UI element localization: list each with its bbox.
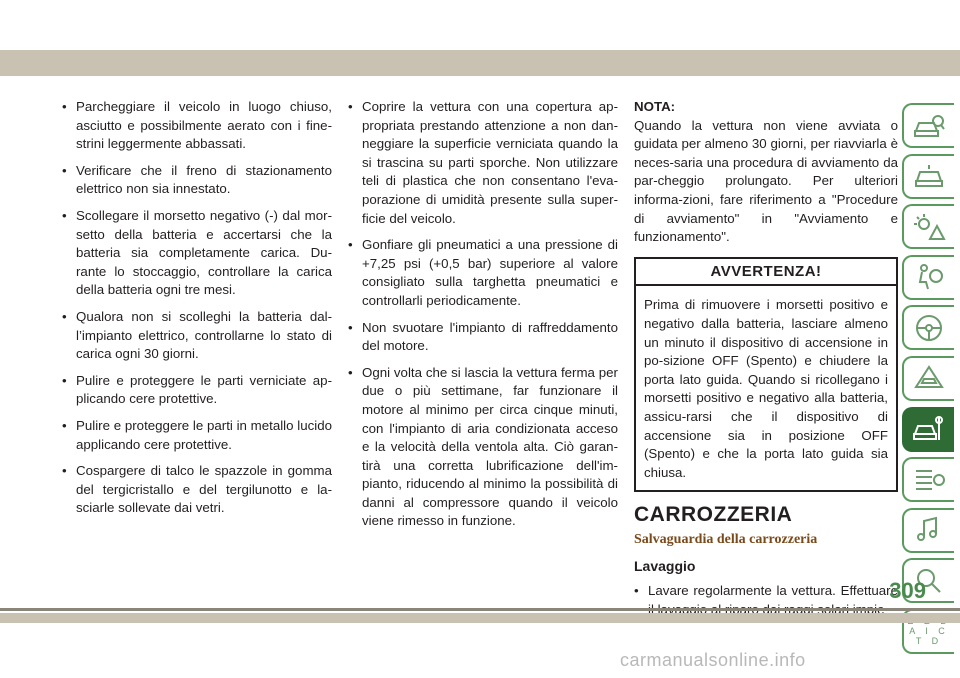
tab-dashboard-warning[interactable] xyxy=(902,204,954,249)
specifications-list-icon xyxy=(912,465,946,495)
list-item: • Pulire e proteggere le parti verniciate ap-plicando cere protettive. xyxy=(62,372,332,409)
chapter-tabs xyxy=(902,103,960,660)
warning-title: AVVERTENZA! xyxy=(636,259,896,287)
hazard-car-icon xyxy=(912,363,946,393)
footer-rule xyxy=(0,608,960,611)
car-search-icon xyxy=(912,111,946,141)
list-item: • Verificare che il freno di stazionamento elettrico non sia innestato. xyxy=(62,162,332,199)
list-item: • Gonfiare gli pneumatici a una pressione di +7,25 psi (+0,5 bar) superiore al valore consigliato sulla targhetta pneumatici e controllarli periodicamente. xyxy=(348,236,618,310)
tab-car-search[interactable] xyxy=(902,103,954,148)
airbag-person-icon xyxy=(912,262,946,292)
note-title: NOTA: xyxy=(634,99,676,114)
steering-wheel-icon xyxy=(912,313,946,343)
list-item: • Ogni volta che si lascia la vettura ferma per due o più settimane, far funzionare il motore al minimo per circa cinque minuti, con l'impianto di aria condizionata acceso e la velocità della ventola alta. Ciò garan-tirà una corretta lubrificazione dell'im-pianto, riducendo al minimo la possibilità di danni al compressore quando il veicolo viene rimesso in funzione. xyxy=(348,364,618,531)
multimedia-icon xyxy=(912,515,946,545)
tab-steering-wheel[interactable] xyxy=(902,305,954,350)
tab-specifications[interactable] xyxy=(902,457,954,502)
watermark: carmanualsonline.info xyxy=(620,650,806,670)
storage-list-2 xyxy=(348,98,618,531)
section-title: CARROZZERIA xyxy=(634,503,793,527)
list-item: • Qualora non si scolleghi la batteria dal-l’impianto elettrico, controllarne lo stato di carica ogni 30 giorni. xyxy=(62,308,332,364)
tab-airbag[interactable] xyxy=(902,255,954,300)
subheading: Lavaggio xyxy=(634,558,696,575)
car-info-icon xyxy=(912,161,946,191)
tab-car-service[interactable] xyxy=(902,407,954,452)
footer-band xyxy=(0,613,960,623)
list-item: • Lavare regolarmente la vettura. Effettuare xyxy=(634,582,898,619)
dashboard-warning-icon xyxy=(912,212,946,242)
alphabet-index-icon: A I C T D xyxy=(909,626,949,647)
list-item: • Scollegare il morsetto negativo (-) dal mor-setto della batteria e accertarsi che la batteria sia completamente carica. Du-rante lo stoccaggio, controllare la carica della batteria ogni tre mesi. xyxy=(62,207,332,300)
tab-car-info[interactable] xyxy=(902,154,954,199)
subsection-title: Salvaguardia della carrozzeria xyxy=(634,531,818,547)
page-number: 309 xyxy=(889,578,926,603)
warning-box xyxy=(634,257,898,493)
column-3 xyxy=(634,98,898,627)
list-item: • Coprire la vettura con una copertura ap-propriata prestando attenzione a non dan-neggiare la superficie verniciata quando la si trascina su parti sporche. Non utilizzare teli di plastica che non consentano l'eva-porazione di umidità presente sulla super-ficie del veicolo. xyxy=(348,98,618,228)
storage-list-1 xyxy=(62,98,332,518)
car-service-wrench-icon xyxy=(912,414,946,444)
warning-text: Prima di rimuovere i morsetti positivo e negativo dalla batteria, lasciare almeno un minuto il dispositivo di accensione in po-sizione OFF (Spento) e chiudere la porta lato guida. Quando si ricollegano i morsetti positivo e negativo alla batteria, assicu-rarsi che il dispositivo di accensione sia in posizione OFF (Spento) e che la porta lato guida sia chiusa. xyxy=(644,297,888,480)
list-item: • Pulire e proteggere le parti in metallo lucido applicando cere protettive. xyxy=(62,417,332,454)
column-1 xyxy=(62,98,332,526)
list-item: • Non svuotare l'impianto di raffreddamento del motore. xyxy=(348,319,618,356)
tab-hazard-car[interactable] xyxy=(902,356,954,401)
list-item: • Cospargere di talco le spazzole in gomma del tergicristallo e del tergilunotto e la-sciarle sollevate dai vetri. xyxy=(62,462,332,518)
column-2 xyxy=(348,98,618,539)
note-text: Quando la vettura non viene avviata o guidata per almeno 30 giorni, per riavviarla è neces-saria una procedura di avviamento da par-cheggio prolungato. Per ulteriori informa-zioni, fare riferimento a "Procedure di avviamento" in "Avviamento e funzionamento". xyxy=(634,117,898,245)
header-band xyxy=(0,50,960,76)
list-item: • Parcheggiare il veicolo in luogo chiuso, asciutto e possibilmente aerato con i fine-strini leggermente abbassati. xyxy=(62,98,332,154)
tab-multimedia[interactable] xyxy=(902,508,954,553)
